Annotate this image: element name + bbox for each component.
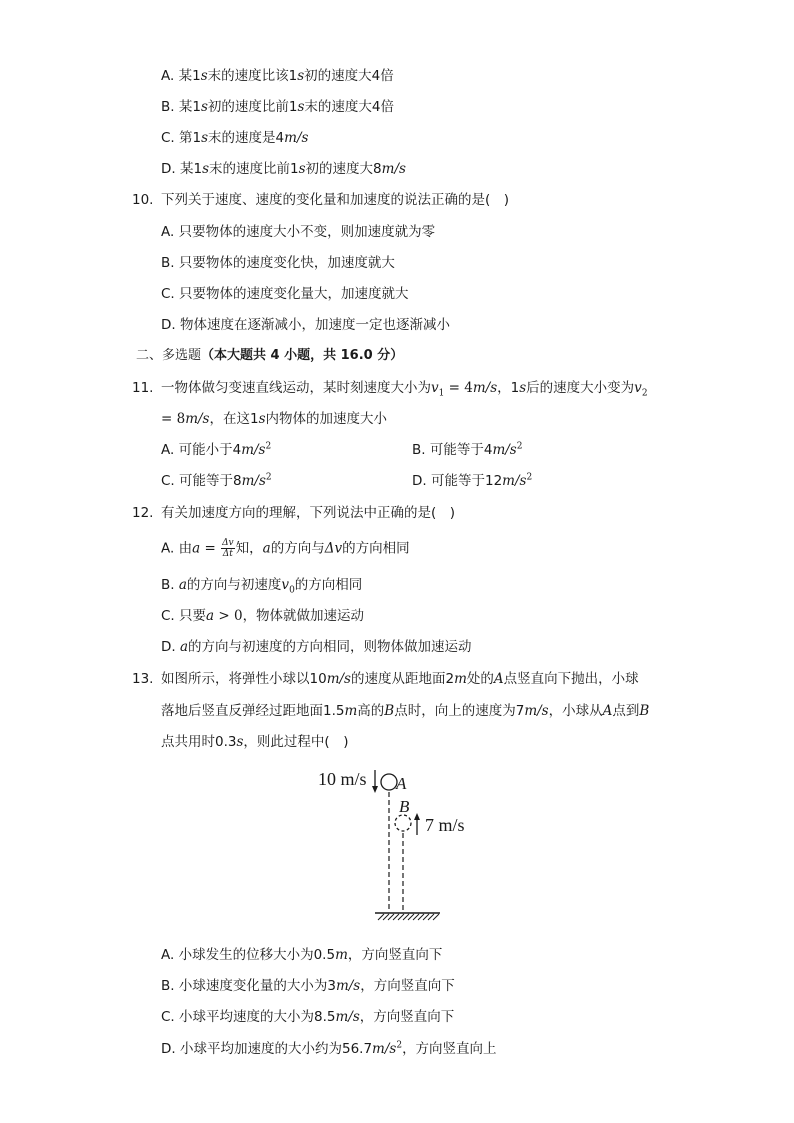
q10-number: 10. [132,192,154,208]
fig-label-b: B [399,797,410,816]
q13-stem-line1: 如图所示，将弹性小球以10m/s的速度从距地面2m处的A点竖直向下抛出，小球 [161,671,639,687]
q9-option-a: A. 某1s末的速度比该1s初的速度大4倍 [161,68,394,84]
q10-option-b: B. 只要物体的速度变化快，加速度就大 [161,255,395,271]
q12-option-a: A. 由a = $\frac{\Delta v}{\Delta t}$ 知，a的方向与Δv的方向相同 [161,538,410,559]
fraction: $\frac{\Delta v}{\Delta t}$ [222,538,234,559]
q12-option-c: C. 只要a > 0，物体就做加速运动 [161,608,365,624]
fig-label-a: A [396,774,407,793]
q10-option-c: C. 只要物体的速度变化量大，加速度就大 [161,286,409,302]
ball-bounce-figure [300,762,465,932]
ground-hatching [378,914,439,920]
q11-option-b: B. 可能等于$4m/s^2$ [412,441,523,458]
q10-option-a: A. 只要物体的速度大小不变，则加速度就为零 [161,224,436,240]
down-arrow-head [372,786,378,793]
q11-option-c: C. 可能等于$8m/s^2$ [161,472,272,489]
q13-stem-line3: 点共用时0.3s，则此过程中( ) [161,734,349,750]
q11-stem-line1: 一物体做匀变速直线运动，某时刻速度大小为$v_1 = 4m/s$，1s后的速度大小变为$v_2$ [161,380,648,399]
q11-option-a: A. 可能小于$4m/s^2$ [161,441,272,458]
q12-option-b: B. a的方向与初速度$v_0$的方向相同 [161,577,363,596]
q9-option-d: D. 某1s末的速度比前1s初的速度大8m/s [161,161,406,177]
ball-b [395,815,411,831]
q9-option-b: B. 某1s初的速度比前1s末的速度大4倍 [161,99,395,115]
q12-stem: 有关加速度方向的理解，下列说法中正确的是( ) [161,505,456,521]
q13-stem-line2: 落地后竖直反弹经过距地面1.5m高的B点时，向上的速度为7m/s，小球从A点到B [161,703,650,719]
q12-option-d: D. a的方向与初速度的方向相同，则物体做加速运动 [161,639,472,655]
q12-number: 12. [132,505,154,521]
q13-option-d: D. 小球平均加速度的大小约为$56.7m/s^2$，方向竖直向上 [161,1040,497,1057]
q13-number: 13. [132,671,154,687]
q13-option-c: C. 小球平均速度的大小为8.5m/s，方向竖直向下 [161,1009,455,1025]
q13-option-a: A. 小球发生的位移大小为0.5m，方向竖直向下 [161,947,443,963]
up-arrow-head [414,813,420,820]
q10-option-d: D. 物体速度在逐渐减小，加速度一定也逐渐减小 [161,317,450,333]
q9-option-c: C. 第1s末的速度是4m/s [161,130,309,146]
section-heading: 二、多选题（本大题共 4 小题，共 16.0 分） [136,348,404,363]
q13-option-b: B. 小球速度变化量的大小为3m/s，方向竖直向下 [161,978,455,994]
ball-a [381,774,397,790]
fig-label-up-speed: 7 m/s [425,815,465,835]
fig-label-down-speed: 10 m/s [318,769,367,789]
q11-number: 11. [132,380,154,396]
q10-stem: 下列关于速度、速度的变化量和加速度的说法正确的是( ) [161,192,510,208]
q11-stem-line2: = 8m/s，在这1s内物体的加速度大小 [161,411,388,427]
q11-option-d: D. 可能等于$12m/s^2$ [412,472,533,489]
